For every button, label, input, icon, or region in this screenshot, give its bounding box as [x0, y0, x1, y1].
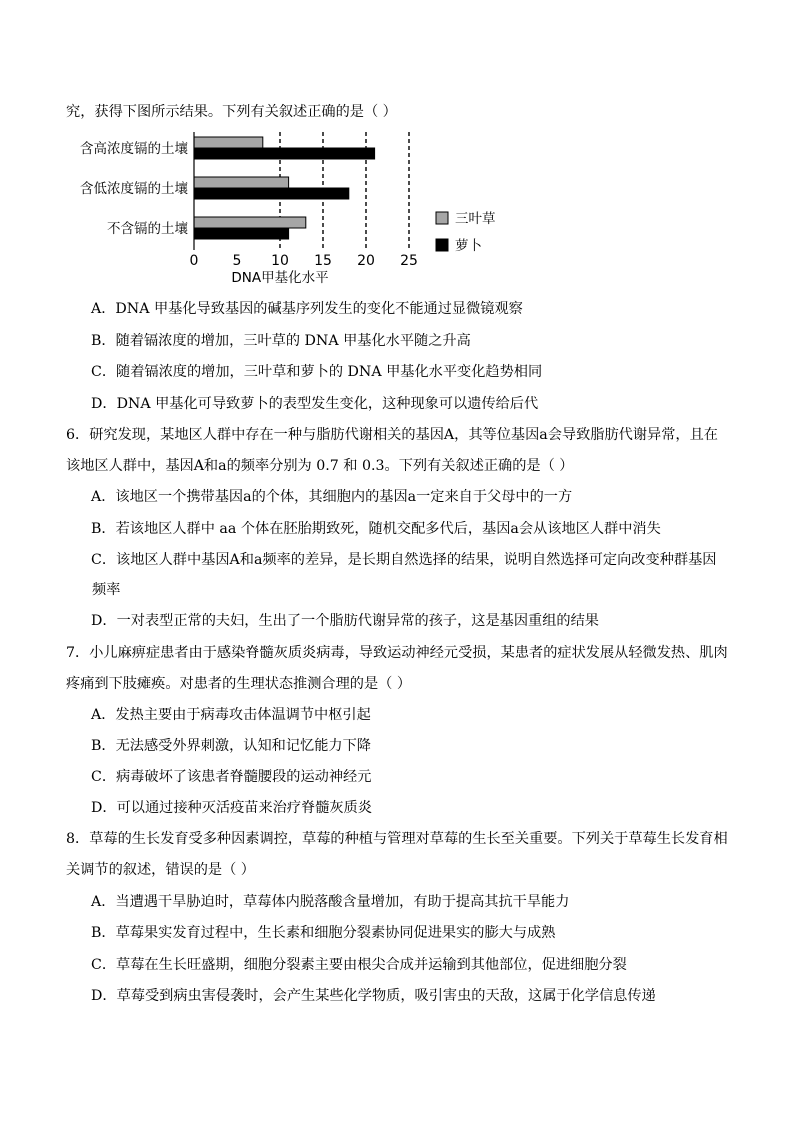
- q7-stem-line1: 7．小儿麻痹症患者由于感染脊髓灰质炎病毒，导致运动神经元受损，某患者的症状发展从轻微发热、肌肉: [66, 645, 728, 661]
- q6-option-d[interactable]: D．一对表型正常的夫妇，生出了一个脂肪代谢异常的孩子，这是基因重组的结果: [91, 613, 599, 629]
- q5-option-c[interactable]: C．随着镉浓度的增加，三叶草和萝卜的 DNA 甲基化水平变化趋势相同: [91, 364, 543, 380]
- bar-萝卜-含低浓度镉的土壤: [194, 188, 349, 199]
- legend-label-三叶草: 三叶草: [455, 211, 496, 227]
- q5-option-a[interactable]: A．DNA 甲基化导致基因的碱基序列发生的变化不能通过显微镜观察: [91, 301, 523, 317]
- bar-三叶草-含高浓度镉的土壤: [194, 137, 263, 148]
- x-tick-label-20: 20: [357, 253, 375, 269]
- q8-stem-line1: 8．草莓的生长发育受多种因素调控，草莓的种植与管理对草莓的生长至关重要。下列关于草莓生长发育相: [66, 831, 728, 847]
- q8-option-b[interactable]: B．草莓果实发育过程中，生长素和细胞分裂素协同促进果实的膨大与成熟: [91, 925, 556, 941]
- q6-stem-line1: 6．研究发现，某地区人群中存在一种与脂肪代谢相关的基因A，其等位基因a会导致脂肪代谢异常，且在: [66, 427, 718, 443]
- q6-option-c-continued: 频率: [92, 582, 121, 598]
- q7-option-d[interactable]: D．可以通过接种灭活疫苗来治疗脊髓灰质炎: [91, 800, 372, 816]
- x-tick-label-25: 25: [400, 253, 418, 269]
- q7-option-a[interactable]: A．发热主要由于病毒攻击体温调节中枢引起: [91, 707, 371, 723]
- x-tick-label-0: 0: [189, 253, 199, 269]
- bar-三叶草-含低浓度镉的土壤: [194, 177, 289, 188]
- chart-category-labels: [80, 140, 188, 237]
- x-axis-title: DNA甲基化水平: [231, 270, 329, 286]
- bar-萝卜-含高浓度镉的土壤: [194, 148, 375, 159]
- x-tick-label-10: 10: [271, 253, 289, 269]
- category-label: 不含镉的土壤: [107, 221, 188, 237]
- q8-option-d[interactable]: D．草莓受到病虫害侵袭时，会产生某些化学物质，吸引害虫的天敌，这属于化学信息传递: [91, 988, 656, 1004]
- x-tick-label-15: 15: [314, 253, 332, 269]
- dna-methylation-bar-chart: [60, 130, 520, 290]
- chart-legend: [436, 211, 496, 254]
- bar-三叶草-不含镉的土壤: [194, 217, 306, 228]
- chart-bars: [194, 137, 375, 239]
- q6-option-c[interactable]: C．该地区人群中基因A和a频率的差异，是长期自然选择的结果，说明自然选择可定向改变种群基因: [91, 552, 717, 568]
- category-label: 含低浓度镉的土壤: [80, 181, 188, 197]
- q7-option-b[interactable]: B．无法感受外界刺激，认知和记忆能力下降: [91, 738, 371, 754]
- q6-stem-line2: 该地区人群中，基因A和a的频率分别为 0.7 和 0.3。下列有关叙述正确的是（ ）: [66, 458, 574, 474]
- q6-option-b[interactable]: B．若该地区人群中 aa 个体在胚胎期致死，随机交配多代后，基因a会从该地区人群中消失: [91, 521, 661, 537]
- legend-label-萝卜: 萝卜: [455, 238, 482, 254]
- q6-option-a[interactable]: A．该地区一个携带基因a的个体，其细胞内的基因a一定来自于父母中的一方: [91, 489, 573, 505]
- category-label: 含高浓度镉的土壤: [80, 141, 188, 157]
- q5-option-b[interactable]: B．随着镉浓度的增加，三叶草的 DNA 甲基化水平随之升高: [91, 333, 471, 349]
- q8-option-a[interactable]: A．当遭遇干旱胁迫时，草莓体内脱落酸含量增加，有助于提高其抗干旱能力: [91, 894, 570, 910]
- q5-option-d[interactable]: D．DNA 甲基化可导致萝卜的表型发生变化，这种现象可以遗传给后代: [91, 396, 539, 412]
- question-5-stem-end: 究，获得下图所示结果。下列有关叙述正确的是（ ）: [66, 104, 397, 120]
- legend-swatch-三叶草: [436, 212, 448, 224]
- q8-stem-line2: 关调节的叙述，错误的是（ ）: [66, 862, 255, 878]
- x-tick-label-5: 5: [232, 253, 242, 269]
- q8-option-c[interactable]: C．草莓在生长旺盛期，细胞分裂素主要由根尖合成并运输到其他部位，促进细胞分裂: [91, 957, 627, 973]
- legend-swatch-萝卜: [436, 239, 448, 251]
- q7-stem-line2: 疼痛到下肢瘫痪。对患者的生理状态推测合理的是（ ）: [66, 676, 412, 692]
- q7-option-c[interactable]: C．病毒破坏了该患者脊髓腰段的运动神经元: [91, 769, 372, 785]
- bar-萝卜-不含镉的土壤: [194, 228, 289, 239]
